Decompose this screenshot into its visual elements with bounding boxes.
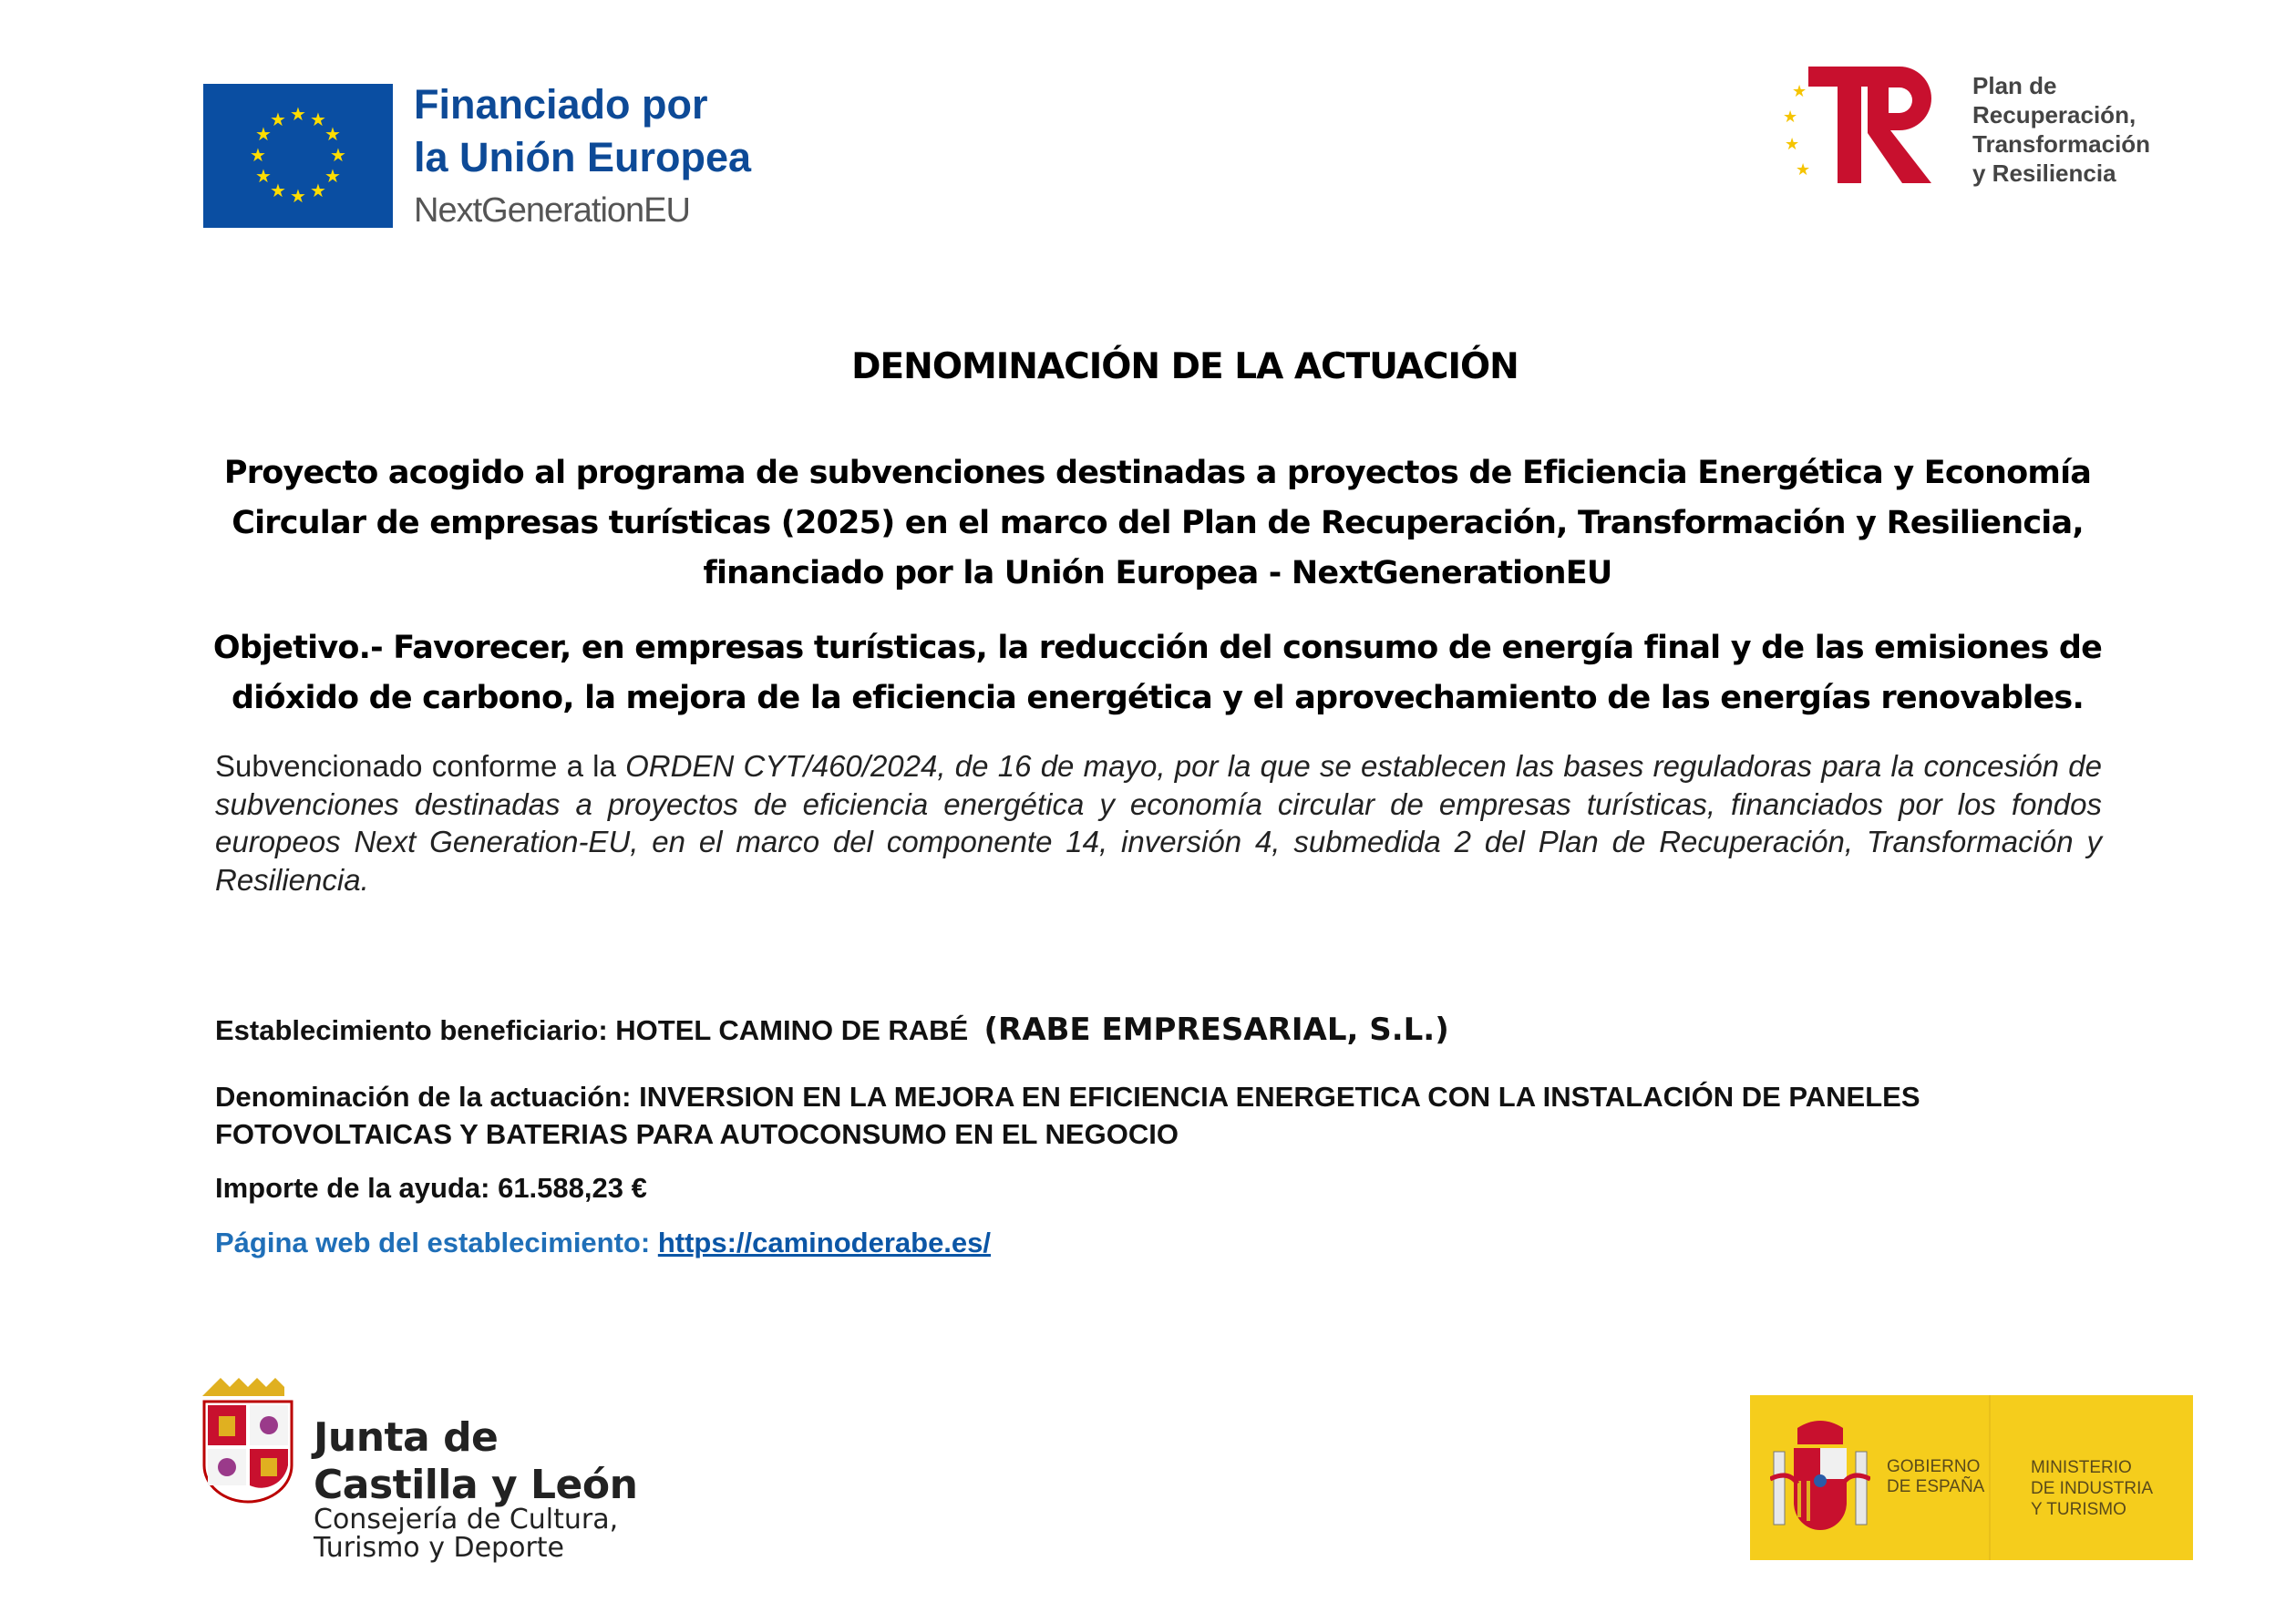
eu-flag-icon bbox=[203, 84, 393, 228]
eu-logo-ngeu: NextGenerationEU bbox=[414, 191, 690, 230]
ministry-line1: MINISTERIO bbox=[2031, 1458, 2132, 1477]
svg-text:★: ★ bbox=[250, 144, 266, 166]
amount-field bbox=[215, 1169, 2111, 1207]
gobierno-text bbox=[1887, 1457, 1984, 1497]
jcyl-line2: Castilla y León bbox=[314, 1462, 638, 1508]
jcyl-name bbox=[314, 1414, 637, 1509]
eu-logo-text bbox=[414, 78, 751, 184]
program-text: Proyecto acogido al programa de subvenciones destinadas a proyectos de Eficiencia Energética y Economía Circular de empresas turísticas (2025) en el marco del Plan de Recuperación, Transformación y Resiliencia, financiado por la Unión Europea - NextGenerationEU bbox=[223, 455, 2092, 591]
gobierno-line1: GOBIERNO bbox=[1887, 1457, 1981, 1476]
prtr-logo-text bbox=[1972, 71, 2150, 188]
beneficiary-value: HOTEL CAMINO DE RABÉ bbox=[615, 1014, 969, 1046]
amount-value: 61.588,23 € bbox=[498, 1172, 647, 1204]
svg-text:★: ★ bbox=[255, 123, 272, 145]
gobierno-line2: DE ESPAÑA bbox=[1887, 1477, 1985, 1496]
jcyl-line3: Consejería de Cultura, bbox=[314, 1504, 619, 1536]
prtr-line4: y Resiliencia bbox=[1972, 159, 2116, 187]
ministry-line3: Y TURISMO bbox=[2031, 1500, 2126, 1519]
gobierno-espana-logo bbox=[1750, 1395, 2193, 1560]
beneficiary-label: Establecimiento beneficiario: bbox=[215, 1014, 616, 1046]
action-label: Denominación de la actuación: bbox=[215, 1081, 640, 1113]
svg-text:★: ★ bbox=[270, 108, 286, 130]
svg-text:★: ★ bbox=[290, 103, 306, 125]
beneficiary-field bbox=[215, 1012, 2111, 1049]
ministry-line2: DE INDUSTRIA bbox=[2031, 1479, 2154, 1498]
ministry-text bbox=[2031, 1457, 2153, 1520]
jcyl-line1: Junta de bbox=[314, 1414, 499, 1461]
svg-text:★: ★ bbox=[1785, 135, 1800, 154]
legal-prefix: Subvencionado conforme a la bbox=[215, 749, 626, 783]
svg-text:★: ★ bbox=[1796, 160, 1811, 180]
beneficiary-company: (RABE EMPRESARIAL, S.L.) bbox=[983, 1012, 1449, 1048]
svg-text:★: ★ bbox=[324, 123, 341, 145]
prtr-line2: Recuperación, bbox=[1972, 101, 2136, 128]
legal-order-text: ORDEN CYT/460/2024, de 16 de mayo, por la que se establecen las bases reguladoras para la concesión de subvenciones destinadas a proyectos de eficiencia energética y economía circular de empresas turísticas, financiados por los fondos europeos Next Generation-EU, en el marco del componente 14, inversión 4, submedida 2 del Plan de Recuperación, Transformación y Resiliencia. bbox=[215, 749, 2102, 897]
website-link[interactable]: https://caminoderabe.es/ bbox=[657, 1227, 992, 1258]
spain-coat-of-arms-icon bbox=[1770, 1415, 1870, 1543]
svg-text:★: ★ bbox=[255, 165, 272, 187]
website-field bbox=[215, 1224, 2111, 1261]
prtr-line1: Plan de bbox=[1972, 72, 2057, 99]
svg-text:★: ★ bbox=[324, 165, 341, 187]
gobierno-divider bbox=[1989, 1395, 1991, 1560]
svg-text:★: ★ bbox=[1783, 108, 1798, 127]
action-value: INVERSION EN LA MEJORA EN EFICIENCIA ENERGETICA CON LA INSTALACIÓN DE PANELES FOTOVOLTAICAS Y BATERIAS PARA AUTOCONSUMO EN EL NEGOCIO bbox=[215, 1081, 1920, 1150]
legal-basis-text bbox=[215, 747, 2102, 899]
svg-text:★: ★ bbox=[330, 144, 346, 166]
eu-logo-line2: la Unión Europea bbox=[414, 134, 752, 180]
jcyl-coat-of-arms-icon bbox=[199, 1376, 297, 1504]
prtr-line3: Transformación bbox=[1972, 130, 2151, 158]
page-title: DENOMINACIÓN DE LA ACTUACIÓN bbox=[851, 346, 1519, 387]
svg-text:★: ★ bbox=[270, 180, 286, 201]
jcyl-line4: Turismo y Deporte bbox=[314, 1532, 564, 1564]
objective-text: Objetivo.- Favorecer, en empresas turísticas, la reducción del consumo de energía final y de las emisiones de dióxido de carbono, la mejora de la eficiencia energética y el aprovechamiento de las energías renovables. bbox=[212, 630, 2103, 716]
action-field bbox=[215, 1078, 2111, 1153]
eu-logo-line1: Financiado por bbox=[414, 81, 708, 128]
website-label: Página web del establecimiento: bbox=[215, 1227, 658, 1258]
svg-text:★: ★ bbox=[1792, 82, 1807, 101]
svg-text:★: ★ bbox=[310, 180, 326, 201]
svg-text:★: ★ bbox=[290, 185, 306, 207]
jcyl-department bbox=[314, 1505, 618, 1562]
prtr-logo-icon bbox=[1781, 62, 1945, 190]
svg-text:★: ★ bbox=[310, 108, 326, 130]
amount-label: Importe de la ayuda: bbox=[215, 1172, 499, 1204]
